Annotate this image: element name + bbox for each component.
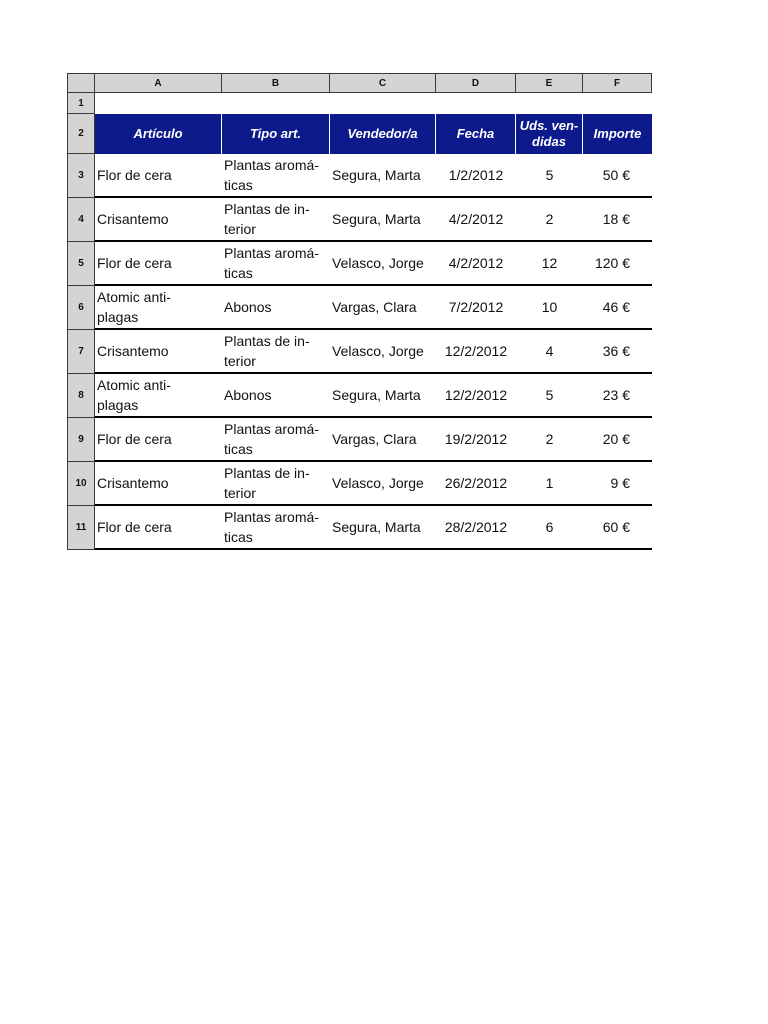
column-header-b[interactable]: B — [222, 73, 330, 93]
table-row — [67, 198, 652, 242]
cell-vendedor[interactable]: Velasco, Jorge — [330, 242, 436, 286]
cell-vendedor[interactable]: Velasco, Jorge — [330, 330, 436, 374]
select-all-corner[interactable] — [67, 73, 95, 93]
cell-importe[interactable]: 50 € — [583, 154, 652, 198]
table-row — [67, 506, 652, 550]
row-header[interactable]: 5 — [67, 242, 95, 286]
cell-uds[interactable]: 2 — [516, 198, 583, 242]
row-header[interactable]: 4 — [67, 198, 95, 242]
row-header[interactable]: 3 — [67, 154, 95, 198]
cell-uds[interactable]: 5 — [516, 154, 583, 198]
row-header[interactable]: 8 — [67, 374, 95, 418]
cell-tipo-art[interactable]: Plantas de in- terior — [222, 462, 330, 506]
cell-uds[interactable]: 4 — [516, 330, 583, 374]
table-row — [67, 418, 652, 462]
cell-uds[interactable]: 5 — [516, 374, 583, 418]
header-vendedor[interactable]: Vendedor/a — [330, 114, 436, 154]
table-row — [67, 374, 652, 418]
cell-articulo[interactable]: Flor de cera — [95, 154, 222, 198]
row-header[interactable]: 7 — [67, 330, 95, 374]
column-header-e[interactable]: E — [516, 73, 583, 93]
cell-uds[interactable]: 10 — [516, 286, 583, 330]
cell-tipo-art[interactable]: Plantas aromá- ticas — [222, 506, 330, 550]
cell-fecha[interactable]: 28/2/2012 — [436, 506, 516, 550]
cell-uds[interactable]: 6 — [516, 506, 583, 550]
header-importe[interactable]: Importe — [583, 114, 652, 154]
cell-tipo-art[interactable]: Plantas aromá- ticas — [222, 418, 330, 462]
cell-fecha[interactable]: 7/2/2012 — [436, 286, 516, 330]
cell-vendedor[interactable]: Segura, Marta — [330, 374, 436, 418]
header-fecha[interactable]: Fecha — [436, 114, 516, 154]
row-header[interactable]: 10 — [67, 462, 95, 506]
cell-vendedor[interactable]: Velasco, Jorge — [330, 462, 436, 506]
cell-articulo[interactable]: Crisantemo — [95, 330, 222, 374]
cell-vendedor[interactable]: Segura, Marta — [330, 506, 436, 550]
cell-tipo-art[interactable]: Abonos — [222, 286, 330, 330]
cell-articulo[interactable]: Flor de cera — [95, 506, 222, 550]
cell-fecha[interactable]: 12/2/2012 — [436, 330, 516, 374]
empty-row-cells[interactable] — [95, 93, 652, 114]
cell-vendedor[interactable]: Vargas, Clara — [330, 418, 436, 462]
row-header[interactable]: 1 — [67, 93, 95, 114]
spreadsheet — [67, 73, 652, 550]
cell-vendedor[interactable]: Vargas, Clara — [330, 286, 436, 330]
row-header[interactable]: 2 — [67, 114, 95, 154]
cell-importe[interactable]: 36 € — [583, 330, 652, 374]
column-header-a[interactable]: A — [95, 73, 222, 93]
header-uds-vendidas[interactable]: Uds. ven- didas — [516, 114, 583, 154]
cell-tipo-art[interactable]: Plantas aromá- ticas — [222, 242, 330, 286]
cell-fecha[interactable]: 4/2/2012 — [436, 242, 516, 286]
cell-uds[interactable]: 2 — [516, 418, 583, 462]
table-row — [67, 154, 652, 198]
cell-importe[interactable]: 18 € — [583, 198, 652, 242]
cell-fecha[interactable]: 12/2/2012 — [436, 374, 516, 418]
header-articulo[interactable]: Artículo — [95, 114, 222, 154]
cell-fecha[interactable]: 1/2/2012 — [436, 154, 516, 198]
cell-importe[interactable]: 60 € — [583, 506, 652, 550]
cell-importe[interactable]: 23 € — [583, 374, 652, 418]
sheet-row-1 — [67, 93, 652, 114]
table-row — [67, 242, 652, 286]
cell-fecha[interactable]: 4/2/2012 — [436, 198, 516, 242]
cell-importe[interactable]: 20 € — [583, 418, 652, 462]
row-header[interactable]: 9 — [67, 418, 95, 462]
cell-articulo[interactable]: Atomic anti- plagas — [95, 374, 222, 418]
column-header-d[interactable]: D — [436, 73, 516, 93]
cell-articulo[interactable]: Flor de cera — [95, 242, 222, 286]
cell-articulo[interactable]: Flor de cera — [95, 418, 222, 462]
cell-articulo[interactable]: Crisantemo — [95, 198, 222, 242]
cell-tipo-art[interactable]: Plantas de in- terior — [222, 198, 330, 242]
table-row — [67, 330, 652, 374]
table-header-row — [67, 114, 652, 154]
cell-fecha[interactable]: 19/2/2012 — [436, 418, 516, 462]
table-row — [67, 286, 652, 330]
header-tipo-art[interactable]: Tipo art. — [222, 114, 330, 154]
row-header[interactable]: 11 — [67, 506, 95, 550]
cell-importe[interactable]: 120 € — [583, 242, 652, 286]
cell-fecha[interactable]: 26/2/2012 — [436, 462, 516, 506]
column-header-f[interactable]: F — [583, 73, 652, 93]
cell-importe[interactable]: 9 € — [583, 462, 652, 506]
cell-tipo-art[interactable]: Abonos — [222, 374, 330, 418]
cell-articulo[interactable]: Crisantemo — [95, 462, 222, 506]
row-header[interactable]: 6 — [67, 286, 95, 330]
cell-tipo-art[interactable]: Plantas aromá- ticas — [222, 154, 330, 198]
cell-vendedor[interactable]: Segura, Marta — [330, 198, 436, 242]
cell-uds[interactable]: 1 — [516, 462, 583, 506]
cell-tipo-art[interactable]: Plantas de in- terior — [222, 330, 330, 374]
cell-vendedor[interactable]: Segura, Marta — [330, 154, 436, 198]
table-body — [67, 154, 652, 550]
cell-uds[interactable]: 12 — [516, 242, 583, 286]
column-header-c[interactable]: C — [330, 73, 436, 93]
cell-articulo[interactable]: Atomic anti- plagas — [95, 286, 222, 330]
cell-importe[interactable]: 46 € — [583, 286, 652, 330]
column-header-strip — [67, 73, 652, 93]
table-row — [67, 462, 652, 506]
